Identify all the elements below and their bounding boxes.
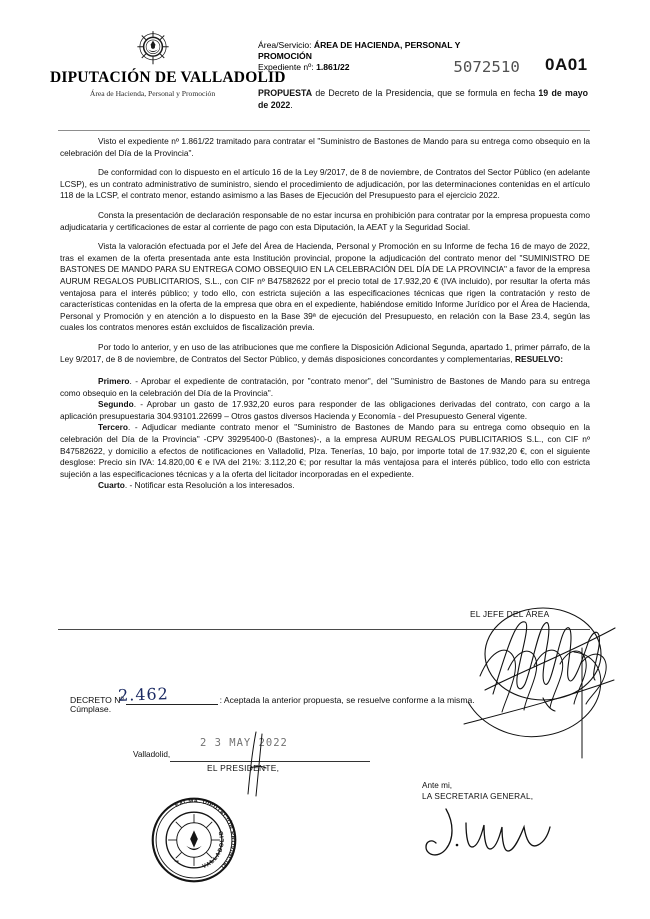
document-body	[60, 136, 590, 492]
clause-primero-label: Primero	[98, 376, 130, 387]
ante-mi-label: Ante mi,	[422, 781, 453, 790]
paragraph-conformidad: De conformidad con lo dispuesto en el artículo 16 de la Ley 9/2017, de 8 de noviembre, de Contratos del Sector Público (en adelante LCSP), es un contrato administrativo de suministro, siendo el procedimiento de adjudicación, por las determinaciones contenidas en el artículo 118 de la LCSP, el contrato menor, estando asimismo a las Bases de Ejecución del Presupuesto para el ejercicio 2022.	[60, 167, 590, 201]
official-round-seal-icon	[146, 792, 242, 888]
ante-mi-block	[422, 781, 533, 802]
decreto-label: DECRETO Nº	[70, 695, 124, 705]
cumplase-label: Cúmplase.	[70, 704, 112, 714]
resuelvo-label: RESUELVO:	[515, 353, 564, 364]
area-label: Área/Servicio:	[258, 40, 312, 50]
svg-text:VALLADOLID: VALLADOLID	[201, 829, 226, 871]
institution-name: DIPUTACIÓN DE VALLADOLID	[50, 69, 286, 86]
clause-cuarto-label: Cuarto	[98, 480, 125, 491]
svg-text:EXCMA. DIPUTACIÓN PROVINCIAL: EXCMA. DIPUTACIÓN PROVINCIAL	[174, 798, 236, 871]
proposal-text: de Decreto de la Presidencia, que se formula en fecha	[312, 87, 539, 98]
city-label: Valladolid,	[133, 750, 171, 759]
expediente-line	[258, 62, 588, 73]
clause-cuarto-text: . - Notificar esta Resolución a los interesados.	[124, 480, 295, 491]
signature-divider	[58, 629, 590, 630]
clause-cuarto	[60, 480, 590, 492]
clause-primero	[60, 376, 590, 399]
presidente-signature-icon	[462, 640, 637, 760]
clause-tercero	[60, 422, 590, 480]
paragraph-valoracion: Vista la valoración efectuada por el Jefe del Área de Hacienda, Personal y Promoción en su Informe de fecha 16 de mayo de 2022, tras el examen de la oferta presentada ante esta Institución provincial, propone la adjudicación del contrato menor del "SUMINISTRO DE BASTONES DE MANDO PARA SU ENTREGA COMO OBSEQUIO EN LA CELEBRACIÓN DEL DÍA DE LA PROVINCIA" a favor de la empresa AURUM REGALOS PUBLICITARIOS, S.L., con CIF nº B47582622 por el precio total de 17.932,20 € (IVA incluido), por resultar la oferta más ventajosa para el interés público; y todo ello, con estricta sujeción a las especificaciones técnicas que rigen la contratación y resto de características contenidas en la oferta de la empresa que obra en el expediente, habiéndose emitido Informe Jurídico por el Área de Hacienda, Personal y Promoción y en atención a lo dispuesto en la Base 39ª de ejecución del Presupuesto, en relación con la Base 23.4, según las cuales los contratos menores están excluidos de fiscalización previa.	[60, 241, 591, 333]
header-meta	[258, 40, 588, 111]
proposal-line	[258, 87, 588, 111]
proposal-suffix: .	[290, 99, 293, 110]
registry-stamp-number: 5072510	[453, 58, 520, 76]
expediente-value: 1.861/22	[316, 62, 350, 73]
document-header	[0, 22, 650, 122]
paragraph-declaracion: Consta la presentación de declaración responsable de no estar incursa en prohibición para contratar por la empresa propuesta como adjudicataria y certificaciones de estar al corriente de pago con esta Diputación, la AEAT y la Seguridad Social.	[60, 209, 590, 232]
presidente-label: EL PRESIDENTE,	[207, 763, 280, 773]
proposal-prefix: PROPUESTA	[258, 87, 313, 98]
institution-department: Área de Hacienda, Personal y Promoción	[89, 89, 216, 98]
header-divider	[58, 130, 590, 131]
decreto-text: : Aceptada la anterior propuesta, se resuelve conforme a la misma.	[219, 695, 475, 705]
secretaria-general-label: LA SECRETARIA GENERAL,	[422, 791, 534, 801]
clause-segundo-label: Segundo	[98, 399, 134, 410]
area-value: ÁREA DE HACIENDA, PERSONAL Y	[313, 40, 461, 50]
secretaria-signature-icon	[420, 805, 560, 865]
clause-tercero-text: . - Adjudicar mediante contrato menor el "Suministro de Bastones de Mando para su entrega como obsequio en la celebración del Día de la Provincia" -CPV 39295400-0 (Bastones)-, a la empresa AURUM REGALOS PUBLICITARIOS S.L., con CIF nº B47582622, y domicilio a efectos de notificaciones en Valladolid, Plza. Tenerías, 10 bajo, por importe total de 17.932,20 €, con el siguiente desglose: Precio sin IVA: 14.820,00 € e IVA del 21%: 3.112,20 €; por resultar la más ventajosa para el interés público, todo ello con estricta sujeción a las especificaciones técnicas y a la oferta del licitador incorporadas en el expediente.	[60, 422, 590, 479]
registry-stamp-code: 0A01	[545, 55, 588, 74]
clause-tercero-label: Tercero	[98, 422, 128, 433]
decreto-number-handwritten: 2.462	[117, 684, 170, 705]
coat-of-arms-icon	[133, 28, 173, 68]
jefe-area-label: EL JEFE DEL ÁREA	[470, 609, 550, 619]
proposal-date: 19 de mayo de 2022	[258, 87, 588, 110]
area-servicio-line	[258, 40, 588, 51]
date-rule	[170, 761, 370, 762]
clause-primero-text: . - Aprobar el expediente de contratación, por "contrato menor", del "Suministro de Bastones de Mando para su entrega como obsequio en la celebración del Día de la Provincia".	[60, 376, 590, 398]
date-stamp: 2 3 MAY 2022	[200, 737, 288, 749]
area-value-2: PROMOCIÓN	[258, 51, 312, 62]
paragraph-visto: Visto el expediente nº 1.861/22 tramitado para contratar el "Suministro de Bastones de Mando para su entrega como obsequio en la celebración del Día de la Provincia".	[60, 136, 590, 158]
expediente-label: Expediente nº:	[258, 62, 314, 73]
area-servicio-line-2	[258, 51, 588, 62]
clause-segundo	[60, 399, 590, 422]
resuelvo-text: Por todo lo anterior, y en uso de las atribuciones que me confiere la Disposición Adicional Segunda, apartado 1, primer párrafo, de la Ley 9/2017, de 8 de noviembre, de Contratos del Sector Público, y demás disposiciones concordantes y complementarias,	[60, 341, 590, 364]
clause-segundo-text: . - Aprobar un gasto de 17.932,20 euros para responder de las obligaciones derivadas del contrato, con cargo a la aplicación presupuestaria 304.93101.22699 – Otros gastos diversos Hacienda y Economía - del Presupuesto General vigente.	[60, 399, 590, 421]
paragraph-resuelvo	[60, 342, 590, 365]
